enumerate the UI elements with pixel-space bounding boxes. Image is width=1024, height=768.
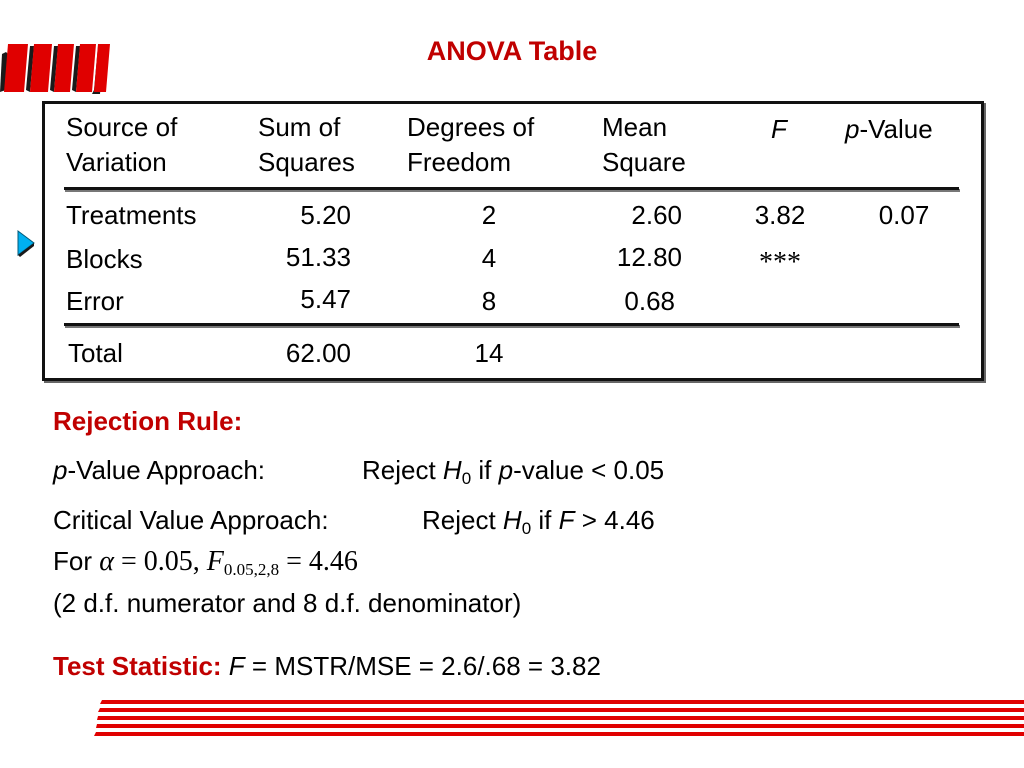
row-df: 4 <box>481 243 497 273</box>
red-stripes-decoration <box>94 700 1024 740</box>
row-f: *** <box>759 247 801 278</box>
critical-value-approach-label: Critical Value Approach: <box>53 505 329 535</box>
row-f: 3.82 <box>754 200 806 230</box>
row-df: 8 <box>481 286 497 316</box>
row-ms: 2.60 <box>631 200 682 230</box>
row-ms: 0.68 <box>624 286 675 316</box>
header-f: F <box>771 114 787 144</box>
anova-table <box>42 101 984 381</box>
critical-value-approach-rule: Reject $H_0$ if F > 4.46 <box>422 505 655 538</box>
row-source: Error <box>66 286 124 316</box>
header-sum-of-squares: Sum of Squares <box>258 112 355 177</box>
total-source: Total <box>68 338 123 368</box>
arrow-bullet-icon <box>14 228 36 258</box>
total-divider <box>64 323 959 326</box>
header-p-value: p-Value <box>845 114 933 144</box>
pvalue-approach-label: p-Value Approach: <box>53 455 266 485</box>
row-ss: 5.47 <box>300 284 351 314</box>
row-ss: 5.20 <box>300 200 351 230</box>
row-p: 0.07 <box>878 200 930 230</box>
total-ss: 62.00 <box>285 338 351 368</box>
rejection-rule-heading: Rejection Rule: <box>53 406 243 436</box>
degrees-of-freedom-note: (2 d.f. numerator and 8 d.f. denominator) <box>53 588 522 618</box>
header-degrees-of-freedom: Degrees of Freedom <box>407 112 535 177</box>
alpha-critical-value-line: For α = 0.05, $F_{0.05,2,8} = 4.46$ <box>53 546 358 579</box>
row-ms: 12.80 <box>616 242 682 272</box>
header-divider <box>64 187 959 190</box>
pvalue-approach-rule: Reject $H_0$ if p-value < 0.05 <box>362 455 665 488</box>
test-statistic-line: Test Statistic: F = MSTR/MSE = 2.6/.68 = 3.82 <box>53 651 601 681</box>
header-source: Source of Variation <box>66 112 178 177</box>
header-mean-square: Mean Square <box>602 112 686 177</box>
page-title: ANOVA Table <box>426 36 598 66</box>
total-df: 14 <box>474 338 504 368</box>
row-ss: 51.33 <box>285 242 351 272</box>
row-source: Blocks <box>66 244 143 274</box>
row-source: Treatments <box>66 200 197 230</box>
row-df: 2 <box>481 200 497 230</box>
